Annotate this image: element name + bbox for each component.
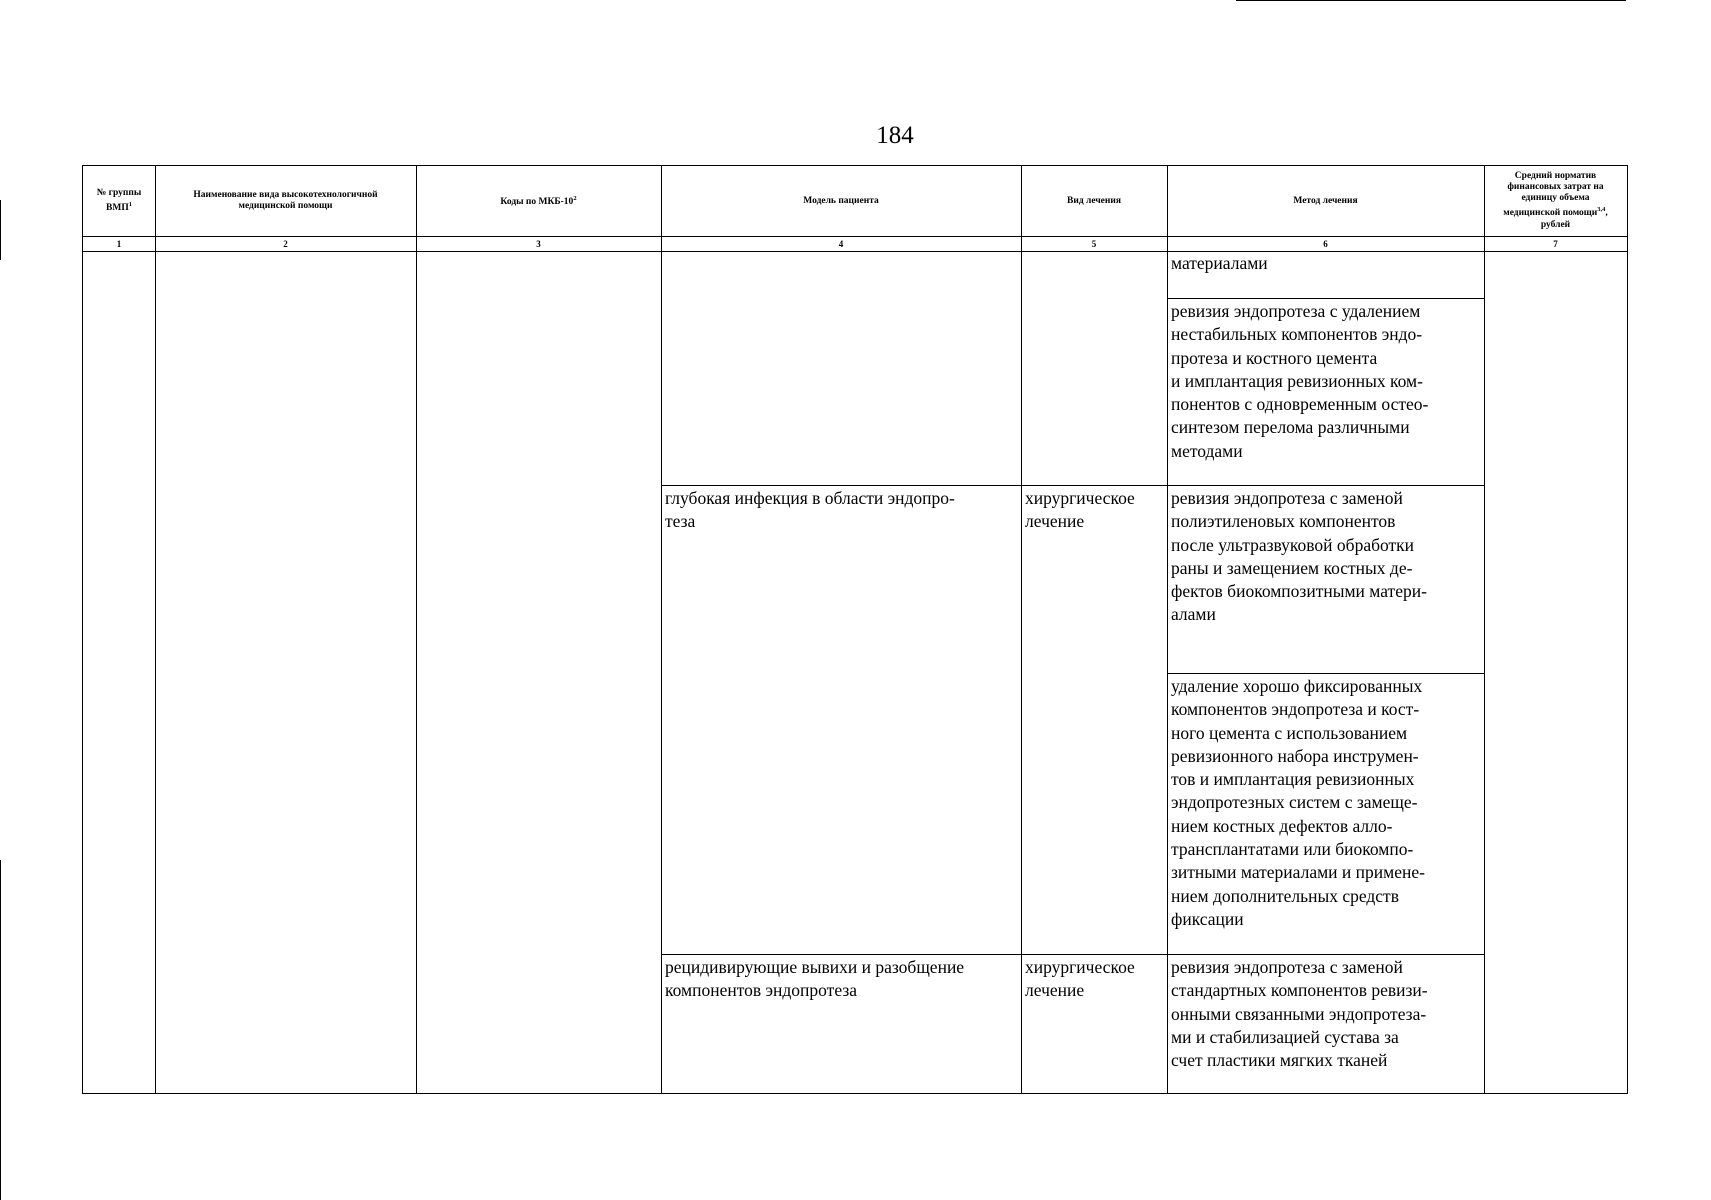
treatment-table <box>82 165 1628 1094</box>
patient-model-cell: рецидивирующие вывихи и разобщение компонентов эндопротеза <box>665 957 965 1001</box>
column-divider <box>1484 166 1485 1093</box>
column-number: 3 <box>536 239 541 249</box>
column-header-method: Метод лечения <box>1293 195 1358 206</box>
column-divider <box>416 166 417 1093</box>
column-header-group: № группы ВМП$^1$ <box>96 187 142 214</box>
column-number: 5 <box>1091 239 1097 249</box>
top-edge-rule <box>1236 0 1626 1</box>
column-number: 6 <box>1323 239 1328 249</box>
column-number: 7 <box>1553 239 1558 249</box>
scan-edge-mark <box>0 860 1 1200</box>
method-cell: удаление хорошо фиксированных компонентов эндопротеза и кост- ного цемента с использованием ревизионного набора инструмен- тов и имплантация ревизионных эндопротезных систем с замеще- нием костных дефектов алло- трансплантатами или биокомпо- зитными материалами и примене- нием дополнительных средств фиксации <box>1171 676 1425 929</box>
column-header-patient-model: Модель пациента <box>803 195 879 206</box>
row-divider <box>661 954 1484 955</box>
treatment-type-cell: хирургическое лечение <box>1025 488 1135 532</box>
method-cell: ревизия эндопротеза с удалением нестабильных компонентов эндо- протеза и костного цемента и имплантация ревизионных ком- понентов с одновременным остео- синтезом перелома различными методами <box>1171 301 1429 461</box>
column-number: 4 <box>838 239 844 249</box>
row-divider <box>1167 673 1484 674</box>
column-header-icd: Коды по МКБ-$10^2$ <box>500 195 577 208</box>
scan-edge-mark <box>0 200 1 260</box>
row-divider <box>661 485 1484 486</box>
treatment-type-cell: хирургическое лечение <box>1025 957 1135 1001</box>
column-header-name: Наименование вида высокотехнологичной медицинской помощи <box>193 190 378 211</box>
method-cell: ревизия эндопротеза с заменой стандартных компонентов ревизи- онными связанными эндопротеза- ми и стабилизацией сустава за счет пластики мягких тканей <box>1171 957 1428 1071</box>
column-header-cost: Средний норматив финансовых затрат на единицу объема медицинской помощи$^{3,4}$, рублей <box>1503 171 1608 230</box>
column-divider <box>155 166 156 1093</box>
method-cell: материалами <box>1171 253 1268 273</box>
row-divider <box>1167 298 1484 299</box>
column-header-treatment-type: Вид лечения <box>1067 195 1121 206</box>
patient-model-cell: глубокая инфекция в области эндопро- теза <box>665 488 955 532</box>
page-number: 184 <box>876 122 914 149</box>
column-number: 2 <box>283 239 288 249</box>
method-cell: ревизия эндопротеза с заменой полиэтиленовых компонентов после ультразвуковой обработки раны и замещением костных де- фектов биокомпозитными матери- алами <box>1171 488 1427 625</box>
column-number: 1 <box>116 239 122 249</box>
